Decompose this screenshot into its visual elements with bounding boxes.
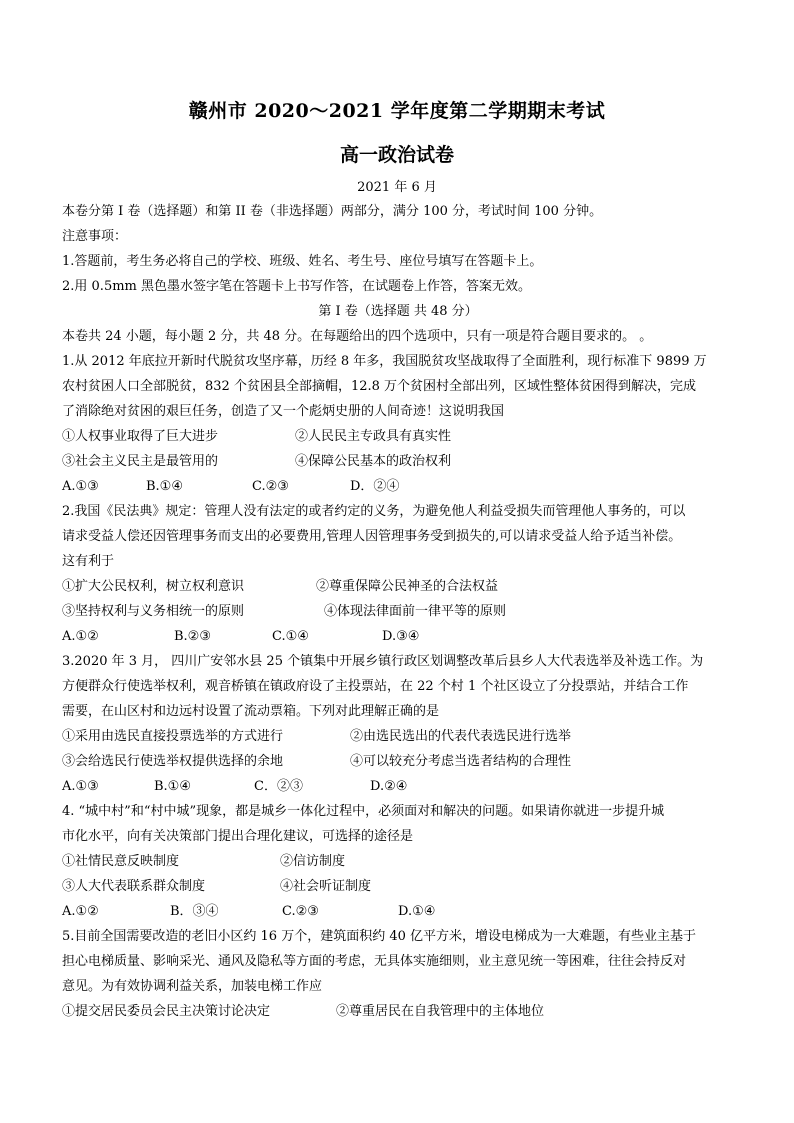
statement-item: ②尊重居民在自我管理中的主体地位: [336, 1004, 545, 1019]
choice-option: C.②③: [282, 904, 319, 919]
choice-row: [62, 899, 734, 924]
question-3: [62, 649, 734, 799]
intro-text: 本卷分第 I 卷（选择题）和第 II 卷（非选择题）两部分，满分 100 分，考试时间 100 分钟。: [62, 204, 603, 219]
exam-title: 赣州市 2020～2021 学年度第二学期期末考试: [188, 100, 606, 122]
statement-item: ①采用由选民直接投票选举的方式进行: [62, 729, 284, 744]
choice-option: C.①④: [272, 629, 309, 644]
question-text-line: 市化水平，向有关决策部门提出合理化建议，可选择的途径是: [62, 829, 414, 844]
statement-row: [62, 574, 734, 599]
statement-row: [62, 874, 734, 899]
choice-option: A.①③: [62, 779, 99, 794]
notice-item: 1.答题前，考生务必将自己的学校、班级、姓名、考生号、座位号填写在答题卡上。: [62, 254, 543, 269]
statement-item: ③社会主义民主是最管用的: [62, 454, 219, 469]
question-text-line: 3.2020 年 3 月， 四川广安邻水县 25 个镇集中开展乡镇行政区划调整改革后县乡人大代表选举及补选工作。为: [62, 654, 704, 669]
statement-row: [62, 449, 734, 474]
choice-option: B.②③: [174, 629, 211, 644]
choice-option: C.②③: [252, 479, 289, 494]
statement-item: ①人权事业取得了巨大进步: [62, 429, 219, 444]
question-text-line: 这有利于: [62, 554, 115, 569]
question-text-line: 方便群众行使选举权利，观音桥镇在镇政府设了主投票站，在 22 个村 1 个社区设立了分投票站，并结合工作: [62, 679, 689, 694]
choice-option: D.③④: [382, 629, 420, 644]
statement-row: [62, 999, 734, 1024]
notice-heading: 注意事项：: [62, 229, 128, 244]
statement-item: ④社会听证制度: [280, 879, 372, 894]
choice-row: [62, 474, 734, 499]
statement-row: [62, 849, 734, 874]
question-text-line: 意见。为有效协调利益关系，加装电梯工作应: [62, 979, 323, 994]
question-2: [62, 499, 734, 649]
question-text-line: 5.目前全国需要改造的老旧小区约 16 万个，建筑面积约 40 亿平方米，增设电梯成为一大难题，有些业主基于: [62, 929, 697, 944]
statement-item: ①扩大公民权利，树立权利意识: [62, 579, 245, 594]
question-text-line: 需要，在山区村和边远村设置了流动票箱。下列对此理解正确的是: [62, 704, 440, 719]
statement-item: ③坚持权利与义务相统一的原则: [62, 604, 245, 619]
question-5: [62, 924, 734, 1024]
choice-option: D．②④: [350, 479, 400, 494]
statement-item: ②人民民主专政具有真实性: [295, 429, 452, 444]
statement-item: ②尊重保障公民神圣的合法权益: [316, 579, 499, 594]
statement-item: ④可以较充分考虑当选者结构的合理性: [350, 754, 572, 769]
choice-option: B.①④: [154, 779, 191, 794]
question-text-line: 4. “城中村”和“村中城”现象，都是城乡一体化过程中，必须面对和解决的问题。如果请你就进一步提升城: [62, 804, 665, 819]
choice-option: B.①④: [146, 479, 183, 494]
question-text-line: 担心电梯质量、影响采光、通风及隐私等方面的考虑，无具体实施细则，业主意见统一等困难，往往会持反对: [62, 954, 687, 969]
notice-item: 2.用 0.5mm 黑色墨水签字笔在答题卡上书写作答，在试题卷上作答，答案无效。: [62, 279, 531, 294]
section-instruction: 本卷共 24 小题，每小题 2 分，共 48 分。在每题给出的四个选项中，只有一项是符合题目要求的。 。: [62, 329, 653, 344]
statement-row: [62, 749, 734, 774]
choice-option: A.①②: [62, 629, 99, 644]
choice-option: A.①③: [62, 479, 99, 494]
exam-content: [62, 199, 734, 1024]
choice-option: B．③④: [170, 904, 219, 919]
choice-option: A.①②: [62, 904, 99, 919]
statement-item: ③人大代表联系群众制度: [62, 879, 206, 894]
exam-date: 2021 年 6 月: [357, 180, 437, 195]
question-text-line: 请求受益人偿还因管理事务而支出的必要费用,管理人因管理事务受到损失的,可以请求受益人给予适当补偿。: [62, 529, 682, 544]
statement-item: ④保障公民基本的政治权利: [295, 454, 452, 469]
statement-row: [62, 724, 734, 749]
question-1: [62, 349, 734, 499]
choice-row: [62, 624, 734, 649]
question-text-line: 了消除绝对贫困的艰巨任务，创造了又一个彪炳史册的人间奇迹！这说明我国: [62, 404, 505, 419]
statement-item: ④体现法律面前一律平等的原则: [324, 604, 507, 619]
question-text-line: 农村贫困人口全部脱贫，832 个贫困县全部摘帽，12.8 万个贫困村全部出列，区域性整体贫困得到解决，完成: [62, 379, 697, 394]
statement-item: ②由选民选出的代表代表选民进行选举: [350, 729, 572, 744]
statement-item: ①提交居民委员会民主决策讨论决定: [62, 1004, 271, 1019]
statement-item: ③会给选民行使选举权提供选择的余地: [62, 754, 284, 769]
statement-item: ②信访制度: [280, 854, 346, 869]
choice-row: [62, 774, 734, 799]
choice-option: C．②③: [254, 779, 303, 794]
question-text-line: 1.从 2012 年底拉开新时代脱贫攻坚序幕，历经 8 年多，我国脱贫攻坚战取得了全面胜利，现行标准下 9899 万: [62, 354, 707, 369]
question-4: [62, 799, 734, 924]
statement-item: ①社情民意反映制度: [62, 854, 180, 869]
statement-row: [62, 424, 734, 449]
section-title: 第 I 卷（选择题 共 48 分）: [318, 304, 478, 319]
exam-subtitle: 高一政治试卷: [339, 144, 454, 166]
choice-option: D.②④: [370, 779, 408, 794]
question-text-line: 2.我国《民法典》规定：管理人没有法定的或者约定的义务，为避免他人利益受损失而管理他人事务的，可以: [62, 504, 686, 519]
statement-row: [62, 599, 734, 624]
choice-option: D.①④: [398, 904, 436, 919]
